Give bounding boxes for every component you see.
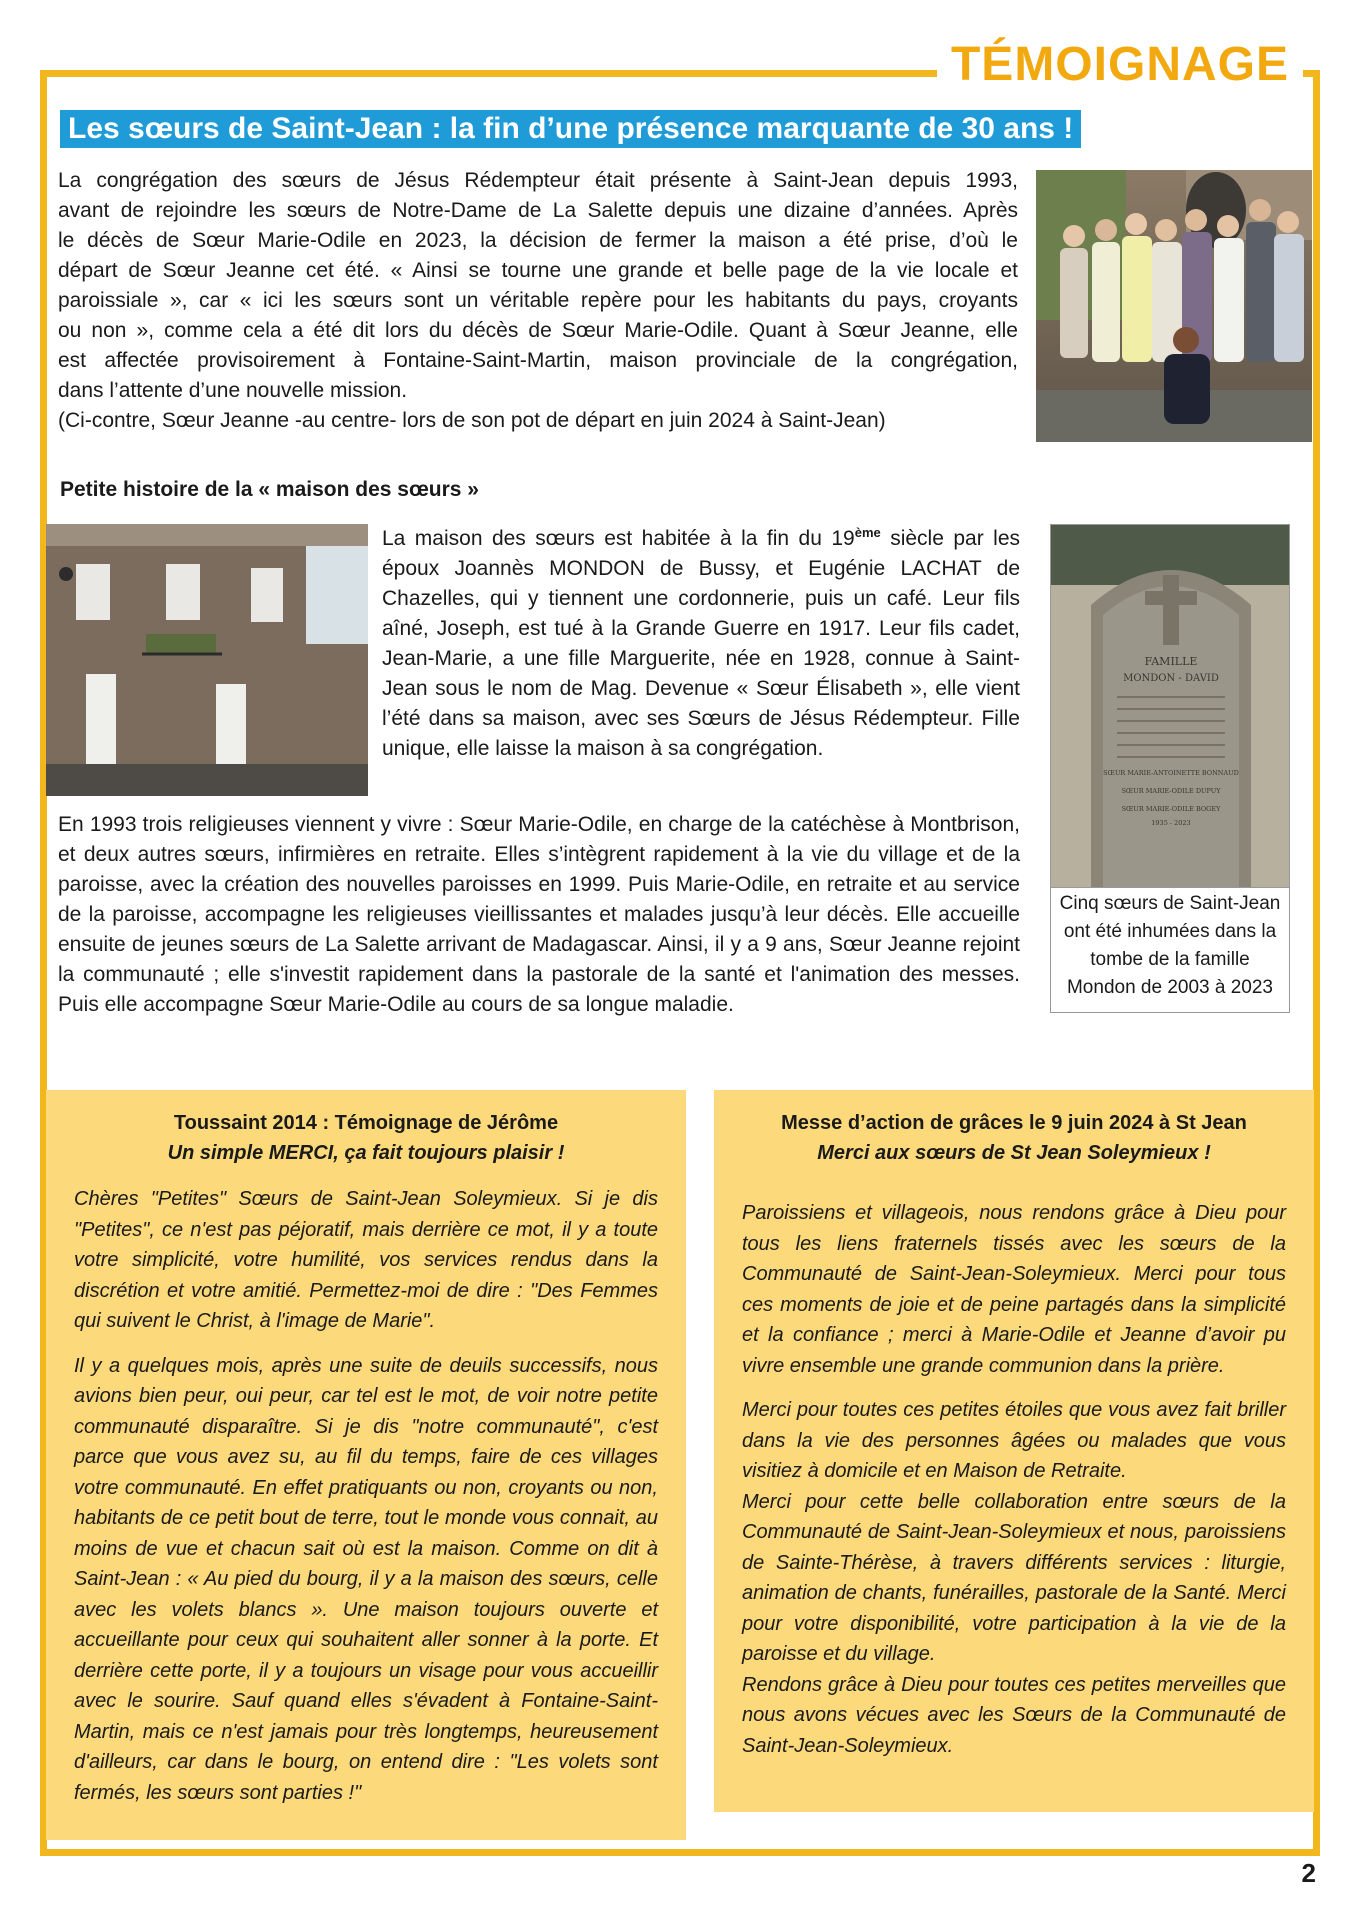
box-right-subtitle: Merci aux sœurs de St Jean Soleymieux ! [817,1142,1211,1164]
box-right-title: Messe d’action de grâces le 9 juin 2024 à St Jean [781,1112,1247,1134]
tomb-name: MONDON - DAVID [1123,673,1219,684]
intro-line: paroissiale », car « ici les sœurs sont un véritable repère pour les habitants du pays, croyants [58,289,1018,312]
history-text-b: siècle par les époux Joannès MONDON de Bussy, et Eugénie LACHAT de Chazelles, qui y tiennent une cordonnerie, puis un café. Leur fils aîné, Joseph, est tué à la Grande Guerre en 1917. Leur fils cadet, Jean-Marie, a une fille Marguerite, née en 1928, connue à Saint-Jean sous le nom de Mag. Devenue « Sœur Élisabeth », elle vient l’été dans sa maison, avec ses Sœurs de Jésus Rédempteur. Fille unique, elle laisse la maison à sa congrégation. [382,527,1020,760]
box-right-paragraph-2: Merci pour toutes ces petites étoiles que vous avez fait briller dans la vie des personnes âgées ou malades que vous visitiez à domicile et en Maison de Retraite. [742,1399,1286,1482]
group-photo [1036,170,1312,442]
box-left-title: Toussaint 2014 : Témoignage de Jérôme [173,1112,559,1134]
intro-line: le décès de Sœur Marie-Odile en 2023, la décision de fermer la maison a été prise, d’où le [58,229,1018,252]
tomb-line-4: 1935 - 2023 [1151,819,1191,827]
tomb-line-2: SŒUR MARIE-ODILE DUPUY [1121,787,1221,795]
box-left-paragraph-2: Il y a quelques mois, après une suite de deuils successifs, nous avions bien peur, oui peur, car tel est le mot, de voir notre petite communauté disparaître. Si je dis "notre communauté", c'est parce que vous avez su, au fil du temps, faire de ces villages votre communauté. En effet pratiquants ou non, croyants ou non, habitants de ce petit bout de terre, tout le monde vous connait, au moins de vue et chacun sait où est la maison. Comme on dit à Saint-Jean : « Au pied du bourg, il y a la maison des sœurs, celle avec les volets blancs ». Une maison toujours ouverte et accueillante pour ceux qui souhaitent aller sonner à la porte. Et derrière cette porte, il y a toujours un visage pour vous accueillir avec le sourire. Sauf quand elles s'évadent à Fontaine-Saint-Martin, mais ce n'est jamais pour très longtemps, heureusement d'ailleurs, car dans le bourg, on entend dire : "Les volets sont fermés, les sœurs sont parties !" [74,1354,658,1804]
tomb-line-3: SŒUR MARIE-ODILE BOGEY [1121,805,1221,813]
intro-line: départ de Sœur Jeanne cet été. « Ainsi se tourne une grande et belle page de la vie locale et [58,259,1018,282]
article-title: Les sœurs de Saint-Jean : la fin d’une présence marquante de 30 ans ! [60,110,1081,148]
box-right-paragraph-3: Merci pour cette belle collaboration entre sœurs de la Communauté de Saint-Jean-Soleymieux et nous, paroissiens de Sainte-Thérèse, à travers différents services : liturgie, animation de chants, funérailles, pastorale de la Santé. Merci pour votre disponibilité, votre participation à la vie de la paroisse et du village. [742,1490,1286,1665]
jerome-testimony-box [46,1090,686,1840]
intro-line: (Ci-contre, Sœur Jeanne -au centre- lors de son pot de départ en juin 2024 à Saint-Jean) [58,409,886,432]
history-heading: Petite histoire de la « maison des sœurs » [60,478,479,501]
thanksgiving-mass-box [714,1090,1314,1812]
house-photo [46,524,368,796]
box-right-paragraph-1: Paroissiens et villageois, nous rendons grâce à Dieu pour tous les liens fraternels tissés avec les sœurs de la Communauté de Saint-Jean-Soleymieux. Merci pour tous ces moments de joie et de peine partagés dans la simplicité et la confiance ; merci à Marie-Odile et Jeanne d’avoir pu vivre ensemble une grande communion dans la prière. [742,1202,1286,1377]
section-header: TÉMOIGNAGE [937,34,1303,96]
intro-line: La congrégation des sœurs de Jésus Rédempteur était présente à Saint-Jean depuis 1993, [58,169,1018,192]
intro-paragraph [58,166,1018,436]
box-right-paragraph-4: Rendons grâce à Dieu pour toutes ces petites merveilles que nous avons vécues avec les Sœurs de la Communauté de Saint-Jean-Soleymieux. [742,1673,1286,1757]
history-paragraph-2: En 1993 trois religieuses viennent y vivre : Sœur Marie-Odile, en charge de la catéchèse à Montbrison, et deux autres sœurs, infirmières en retraite. Elles s’intègrent rapidement à la vie du village et de la paroisse, avec la création des nouvelles paroisses en 1999. Puis Marie-Odile, en retraite et au service de la paroisse, accompagne les religieuses vieillissantes et malades jusqu’à leur décès. Elle accueille ensuite de jeunes sœurs de La Salette arrivant de Madagascar. Ainsi, il y a 9 ans, Sœur Jeanne rejoint la communauté ; elle s'investit rapidement dans la pastorale de la santé et l'animation des messes. Puis elle accompagne Sœur Marie-Odile au cours de sa longue maladie. [58,813,1020,1016]
tomb-photo [1050,524,1290,888]
intro-line: dans l’attente d’une nouvelle mission. [58,379,408,402]
tomb-line-1: SŒUR MARIE-ANTOINETTE BONNAUD [1103,769,1239,777]
tomb-caption: Cinq sœurs de Saint-Jean ont été inhumées dans la tombe de la famille Mondon de 2003 à 2023 [1050,888,1290,1013]
intro-line: est affectée provisoirement à Fontaine-Saint-Martin, maison provinciale de la congrégation, [58,349,1018,372]
box-left-paragraph-1: Chères "Petites" Sœurs de Saint-Jean Soleymieux. Si je dis "Petites", ce n'est pas péjoratif, mais derrière ce mot, il y a toute votre simplicité, votre humilité, vos services rendus dans la discrétion et votre amitié. Permettez-moi de dire : "Des Femmes qui suivent le Christ, à l'image de Marie". [74,1188,658,1332]
box-left-subtitle: Un simple MERCI, ça fait toujours plaisir ! [167,1142,565,1164]
history-superscript: ème [854,525,881,540]
history-paragraph-1 [382,524,1020,764]
tomb-family: FAMILLE [1144,655,1198,668]
history-text-a: La maison des sœurs est habitée à la fin du 19 [382,527,855,550]
page-number: 2 [1301,1858,1316,1888]
intro-line: ou non », comme cela a été dit lors du décès de Sœur Marie-Odile. Quant à Sœur Jeanne, elle [58,319,1018,342]
intro-line: avant de rejoindre les sœurs de Notre-Dame de La Salette depuis une dizaine d’années. Après [58,199,1018,222]
